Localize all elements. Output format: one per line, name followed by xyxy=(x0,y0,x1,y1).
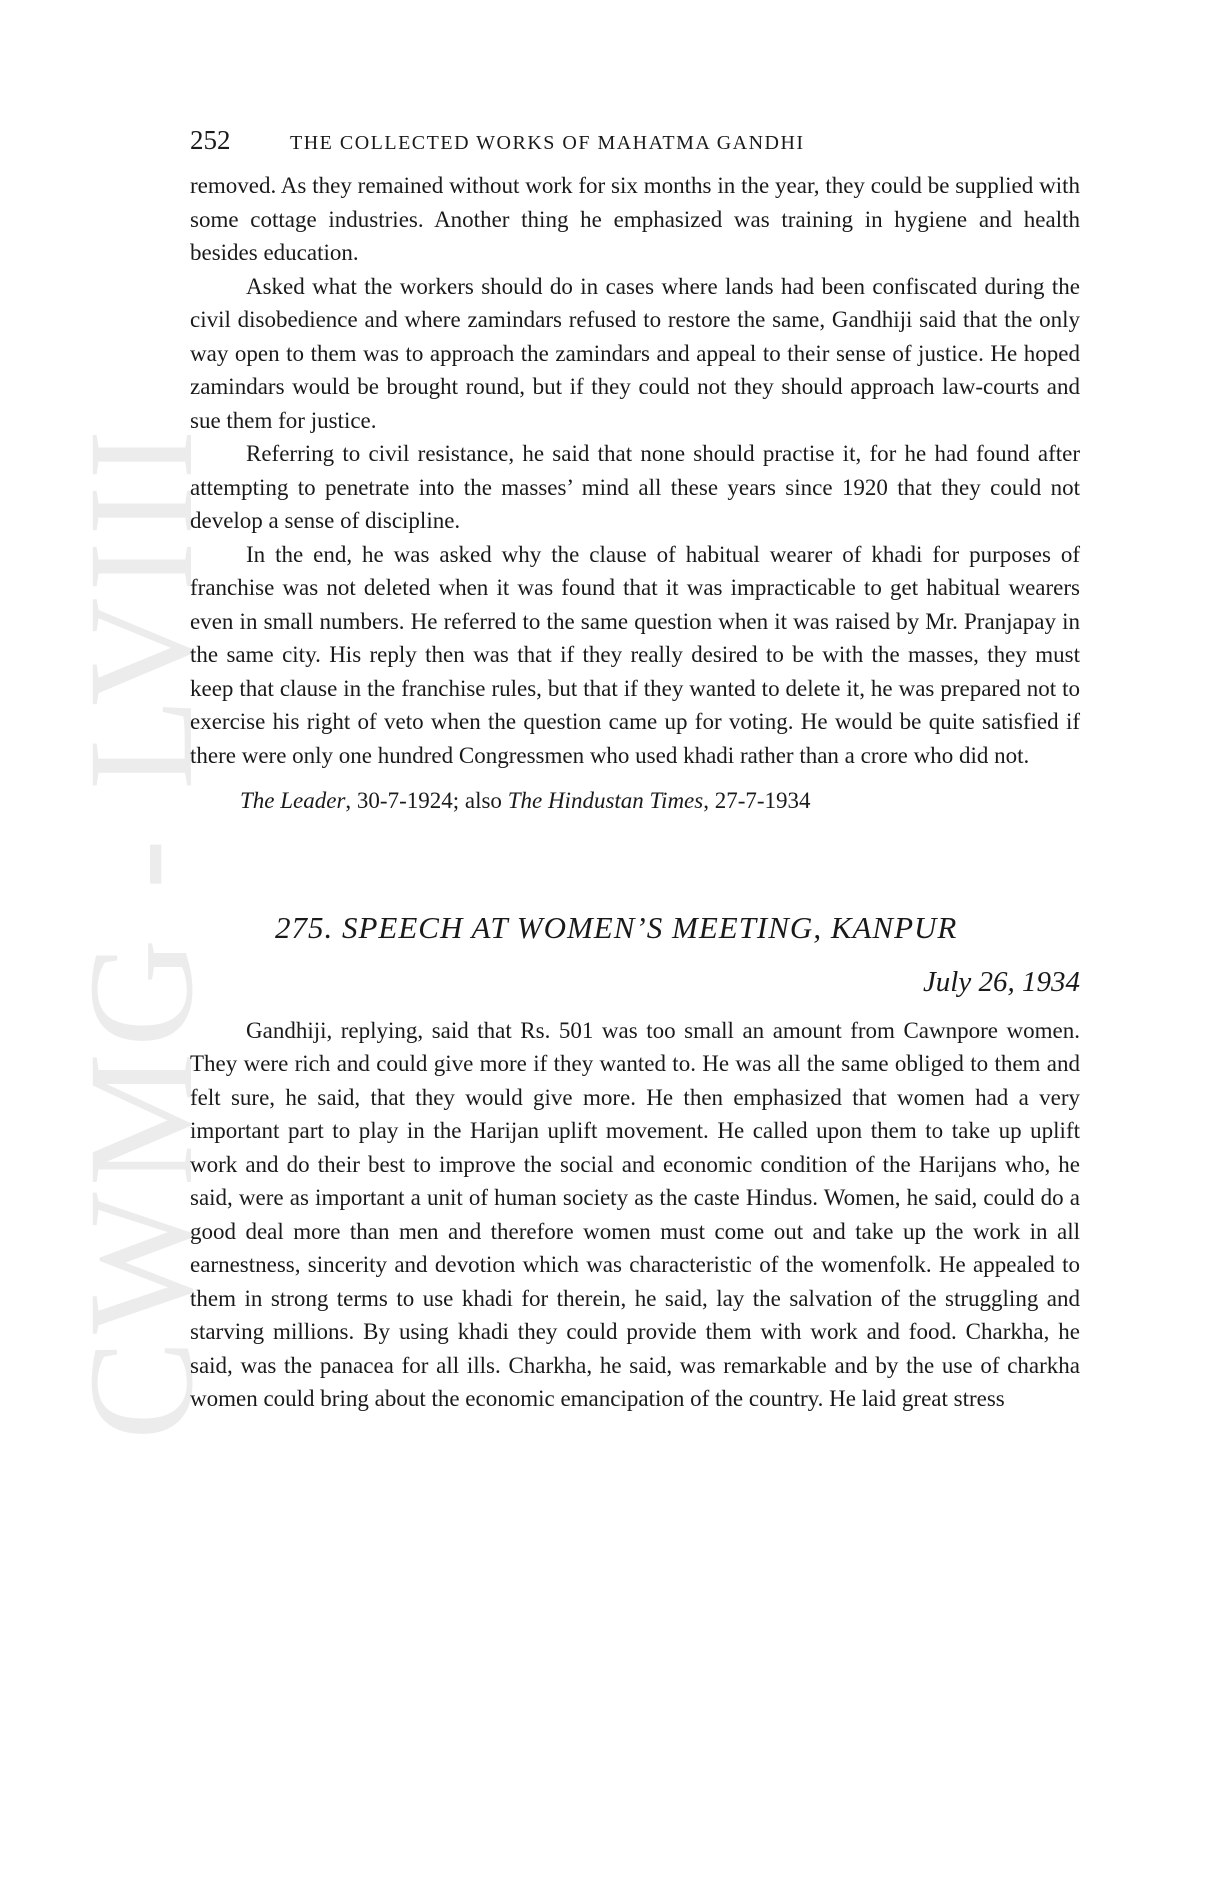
running-head xyxy=(190,125,1080,169)
paragraph: In the end, he was asked why the clause of habitual wearer of khadi for purposes of franchise was not deleted when it was found that it was impracticable to get habitual wearers even in small numbers. He referred to the same question when it was raised by Mr. Pranjapay in the same city. His reply then was that if they really desired to be with the masses, they must keep that clause in the franchise rules, but that if they wanted to delete it, he was prepared not to exercise his right of veto when the question came up for voting. He would be quite satisfied if there were only one hundred Congressmen who used khadi rather than a crore who did not. xyxy=(190,541,1080,768)
source-paper: The Hindustan Times xyxy=(507,788,704,813)
source-date: , 27-7-1934 xyxy=(703,788,811,813)
source-citation xyxy=(190,784,1080,818)
source-date: , 30-7-1924; also xyxy=(345,788,508,813)
section-text xyxy=(190,1014,1080,1416)
paragraph: removed. As they remained without work for six months in the year, they could be supplied with some cottage industries. Another thing he emphasized was training in hygiene and health besides education. xyxy=(190,173,1080,265)
section-title: 275. SPEECH AT WOMEN’S MEETING, KANPUR xyxy=(275,909,958,945)
paragraph: Gandhiji, replying, said that Rs. 501 was too small an amount from Cawnpore women. They were rich and could give more if they wanted to. He was all the same obliged to them and felt sure, he said, that they would give more. He then emphasized that women had a very important part to play in the Harijan uplift movement. He called upon them to take up uplift work and do their best to improve the social and economic condition of the Harijans who, he said, were as important a unit of human society as the caste Hindus. Women, he said, could do a good deal more than men and therefore women must come out and take up the work in all earnestness, sincerity and devotion which was characteristic of the womenfolk. He appealed to them in strong terms to use khadi for therein, he said, lay the salvation of the struggling and starving millions. By using khadi they could provide them with work and food. Charkha, he said, was the panacea for all ills. Charkha, he said, was remarkable and by the use of charkha women could bring about the economic emancipation of the country. He laid great stress xyxy=(190,1017,1080,1411)
source-paper: The Leader xyxy=(240,788,346,813)
paragraph: Referring to civil resistance, he said that none should practise it, for he had found after attempting to penetrate into the masses’ mind all these years since 1920 that they could not develop a sense of discipline. xyxy=(190,441,1080,533)
watermark: CWMG - LVIII xyxy=(58,423,224,1440)
running-title: THE COLLECTED WORKS OF MAHATMA GANDHI xyxy=(290,132,805,154)
page-number: 252 xyxy=(190,125,231,155)
previous-item-text xyxy=(190,169,1080,772)
page-body xyxy=(190,125,1080,1416)
paragraph: Asked what the workers should do in cases where lands had been confiscated during the civil disobedience and where zamindars refused to restore the same, Gandhiji said that the only way open to them was to approach the zamindars and appeal to their sense of justice. He hoped zamindars would be brought round, but if they could not they should approach law-courts and sue them for justice. xyxy=(190,273,1080,433)
section-date: July 26, 1934 xyxy=(922,965,1080,998)
